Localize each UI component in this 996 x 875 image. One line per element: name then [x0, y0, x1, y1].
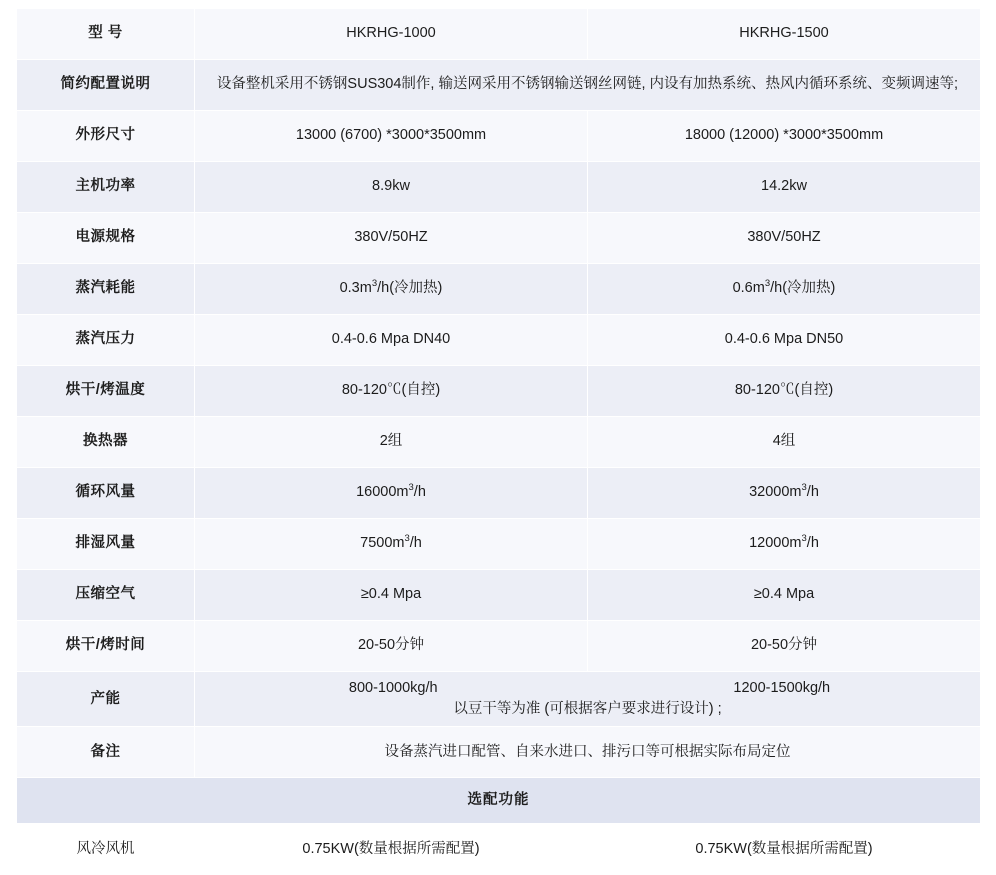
row-value-circulation-airflow-1500: $32000m^3/h$ [588, 468, 981, 519]
table-row [17, 621, 981, 672]
row-value-air-cooling-fan-1000: 0.75KW(数量根据所需配置) [195, 824, 588, 875]
row-label: 电源规格 [17, 213, 195, 264]
row-label: 换热器 [17, 417, 195, 468]
row-label: 压缩空气 [17, 570, 195, 621]
row-value-supply-1000: 380V/50HZ [195, 213, 588, 264]
table-row [17, 672, 981, 727]
row-value-dimension-1500: 18000 (12000) *3000*3500mm [588, 111, 981, 162]
row-value-compressed-air-1000: ≥0.4 Mpa [195, 570, 588, 621]
table-section-header-row [17, 778, 981, 824]
row-value-power-1500: 14.2kw [588, 162, 981, 213]
row-label: 蒸汽耗能 [17, 264, 195, 315]
row-value-power-1000: 8.9kw [195, 162, 588, 213]
table-row [17, 727, 981, 778]
row-label: 产能 [17, 672, 195, 727]
row-label: 烘干/烤温度 [17, 366, 195, 417]
row-value-supply-1500: 380V/50HZ [588, 213, 981, 264]
row-label: 备注 [17, 727, 195, 778]
row-value-drying-time-1500: 20-50分钟 [588, 621, 981, 672]
row-value-capacity [195, 672, 981, 727]
row-label: 风冷风机 [17, 824, 195, 875]
table-row [17, 60, 981, 111]
row-value-capacity-1500: 1200-1500kg/h [733, 680, 831, 696]
row-value-model-1500: HKRHG-1500 [588, 9, 981, 60]
row-value-exhaust-airflow-1500: $12000m^3/h$ [588, 519, 981, 570]
row-value-steam-consumption-1500: $0.6m^3/h$(冷加热) [588, 264, 981, 315]
row-value-compressed-air-1500: ≥0.4 Mpa [588, 570, 981, 621]
row-label: 烘干/烤时间 [17, 621, 195, 672]
row-value-air-cooling-fan-1500: 0.75KW(数量根据所需配置) [588, 824, 981, 875]
row-value-remarks: 设备蒸汽进口配管、自来水进口、排污口等可根据实际布局定位 [195, 727, 981, 778]
table-row [17, 468, 981, 519]
row-value-temperature-1500: 80-120℃(自控) [588, 366, 981, 417]
capacity-note: 以豆干等为准 (可根据客户要求进行设计) ; [453, 701, 722, 718]
table-row [17, 213, 981, 264]
table-row [17, 111, 981, 162]
row-value-temperature-1000: 80-120℃(自控) [195, 366, 588, 417]
row-value-steam-pressure-1000: 0.4-0.6 Mpa DN40 [195, 315, 588, 366]
row-label: 蒸汽压力 [17, 315, 195, 366]
row-value-steam-consumption-1000: $0.3m^3/h$(冷加热) [195, 264, 588, 315]
row-value-steam-pressure-1500: 0.4-0.6 Mpa DN50 [588, 315, 981, 366]
row-label: 外形尺寸 [17, 111, 195, 162]
row-label: 简约配置说明 [17, 60, 195, 111]
row-value-model-1000: HKRHG-1000 [195, 9, 588, 60]
row-value-exhaust-airflow-1000: $7500m^3/h$ [195, 519, 588, 570]
table-row [17, 264, 981, 315]
row-value-circulation-airflow-1000: $16000m^3/h$ [195, 468, 588, 519]
table-row [17, 519, 981, 570]
optional-functions-header: 选配功能 [17, 778, 981, 824]
row-value-heat-exchanger-1000: 2组 [195, 417, 588, 468]
table-row [17, 417, 981, 468]
table-row [17, 9, 981, 60]
row-label: 循环风量 [17, 468, 195, 519]
table-row [17, 366, 981, 417]
specification-table [16, 8, 981, 875]
row-value-config-description: 设备整机采用不锈钢SUS304制作, 输送网采用不锈钢输送钢丝网链, 内设有加热系统、热风内循环系统、变频调速等; [195, 60, 981, 111]
row-label: 型 号 [17, 9, 195, 60]
table-row [17, 315, 981, 366]
row-label: 排湿风量 [17, 519, 195, 570]
row-value-drying-time-1000: 20-50分钟 [195, 621, 588, 672]
row-value-dimension-1000: 13000 (6700) *3000*3500mm [195, 111, 588, 162]
row-label: 主机功率 [17, 162, 195, 213]
table-row [17, 570, 981, 621]
row-value-capacity-1000: 800-1000kg/h [348, 680, 438, 696]
table-row [17, 824, 981, 875]
row-value-heat-exchanger-1500: 4组 [588, 417, 981, 468]
table-row [17, 162, 981, 213]
